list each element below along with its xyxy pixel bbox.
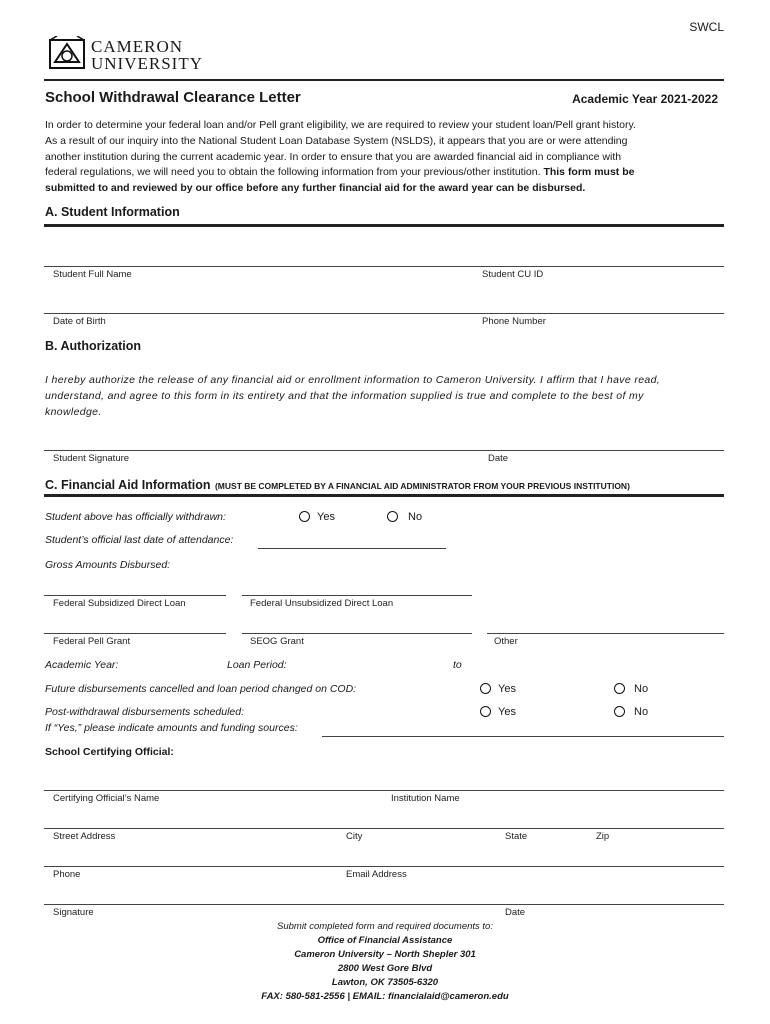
other-field[interactable] [487,633,724,634]
section-a-rule [44,224,724,227]
footer-contact: FAX: 580-581-2556 | EMAIL: financialaid@cameron.edu [261,991,509,1002]
post-withdrawal-question: Post-withdrawal disbursements scheduled: [45,706,245,718]
withdrawn-yes-radio[interactable] [299,511,310,522]
student-signature-field[interactable] [44,450,724,451]
section-c-heading: C. Financial Aid Information [45,478,211,492]
footer-office: Office of Financial Assistance [317,935,453,946]
university-logo [47,36,207,76]
withdrawn-question: Student above has officially withdrawn: [45,511,226,523]
future-no-radio[interactable] [614,683,625,694]
loan-period-label: Loan Period: [227,659,287,671]
student-cu-id-label: Student CU ID [482,269,544,280]
future-no-label: No [634,683,649,695]
unsubsidized-loan-label: Federal Unsubsidized Direct Loan [250,598,394,609]
city-label: City [346,831,363,842]
header-rule [44,79,724,81]
student-full-name-field[interactable] [44,266,724,267]
street-address-field[interactable] [44,828,724,829]
funding-sources-field[interactable] [322,736,724,737]
date-of-birth-field[interactable] [44,313,724,314]
post-withdrawal-yes-label: Yes [498,706,516,718]
withdrawn-no-label: No [408,511,423,523]
pell-grant-label: Federal Pell Grant [53,636,131,647]
future-disbursements-question: Future disbursements cancelled and loan period changed on COD: [45,683,357,695]
official-signature-date-label: Date [505,907,526,918]
official-name-label: Certifying Official’s Name [53,793,160,804]
future-yes-radio[interactable] [480,683,491,694]
authorization-line: understand, and agree to this form in its entirety and that the information supplied is true and complete to the best of my [45,390,644,402]
subsidized-loan-label: Federal Subsidized Direct Loan [53,598,186,609]
post-withdrawal-no-radio[interactable] [614,706,625,717]
future-yes-label: Yes [498,683,516,695]
official-name-field[interactable] [44,790,724,791]
student-signature-label: Student Signature [53,453,130,464]
logo-line-2: UNIVERSITY [91,54,203,73]
street-address-label: Street Address [53,831,116,842]
loan-period-to-label: to [453,659,462,671]
authorization-text [45,372,660,420]
official-signature-field[interactable] [44,904,724,905]
official-phone-field[interactable] [44,866,724,867]
post-withdrawal-no-label: No [634,706,649,718]
last-date-question: Student’s official last date of attendance: [45,534,234,546]
intro-line: In order to determine your federal loan and/or Pell grant eligibility, we are required to review your student loan/Pell grant history. [45,119,636,131]
certifying-official-heading: School Certifying Official: [45,746,174,758]
other-label: Other [494,636,518,647]
official-signature-label: Signature [53,907,94,918]
section-a-heading: A. Student Information [45,205,180,219]
state-label: State [505,831,528,842]
student-full-name-label: Student Full Name [53,269,132,280]
institution-name-label: Institution Name [391,793,460,804]
phone-number-label: Phone Number [482,316,546,327]
section-c-heading-row [45,476,630,494]
academic-year-header: Academic Year 2021-2022 [572,92,718,106]
seog-grant-label: SEOG Grant [250,636,304,647]
footer-submit-line: Submit completed form and required documents to: [277,921,493,932]
footer-building: Cameron University – North Shepler 301 [294,949,476,960]
intro-line: As a result of our inquiry into the National Student Loan Database System (NSLDS), it appears that you are or were attending [45,134,628,147]
intro-line: another institution during the current academic year. In order to ensure that you are awarded financial aid in compliance with [45,150,622,163]
unsubsidized-loan-field[interactable] [242,595,472,596]
logo-line-1: CAMERON [91,37,184,56]
official-email-label: Email Address [346,869,407,880]
intro-line-4-bold: This form must be [543,166,635,179]
zip-label: Zip [596,831,610,842]
section-b-heading: B. Authorization [45,339,142,353]
official-phone-label: Phone [53,869,81,880]
last-date-field[interactable] [258,548,446,549]
intro-paragraph [45,118,735,197]
post-withdrawal-yes-radio[interactable] [480,706,491,717]
authorization-line: knowledge. [45,406,102,418]
section-c-subheading: (MUST BE COMPLETED BY A FINANCIAL AID ADMINISTRATOR FROM YOUR PREVIOUS INSTITUTION) [214,481,630,491]
footer-city: Lawton, OK 73505-6320 [331,977,439,988]
page-title: School Withdrawal Clearance Letter [45,89,301,106]
intro-line [45,165,735,181]
withdrawn-no-radio[interactable] [387,511,398,522]
section-c-rule [44,494,724,497]
form-code: SWCL [689,20,724,34]
if-yes-label: If “Yes,” please indicate amounts and funding sources: [45,722,298,734]
academic-year-label: Academic Year: [45,659,119,671]
student-signature-date-label: Date [488,453,509,464]
seog-grant-field[interactable] [242,633,472,634]
authorization-line: I hereby authorize the release of any financial aid or enrollment information to Cameron University. I affirm that I have read, [45,374,661,386]
logo-emblem-icon [47,36,87,72]
gross-amounts-label: Gross Amounts Disbursed: [45,559,171,571]
intro-line-4-plain: federal regulations, we will need you to obtain the following information from your previous/other institution. [45,166,544,179]
intro-line-5-bold: submitted to and reviewed by our office before any further financial aid for the award year can be disbursed. [45,182,586,195]
withdrawn-yes-label: Yes [317,511,335,523]
pell-grant-field[interactable] [44,633,226,634]
subsidized-loan-field[interactable] [44,595,226,596]
footer-street: 2800 West Gore Blvd [337,963,433,974]
date-of-birth-label: Date of Birth [53,316,106,327]
